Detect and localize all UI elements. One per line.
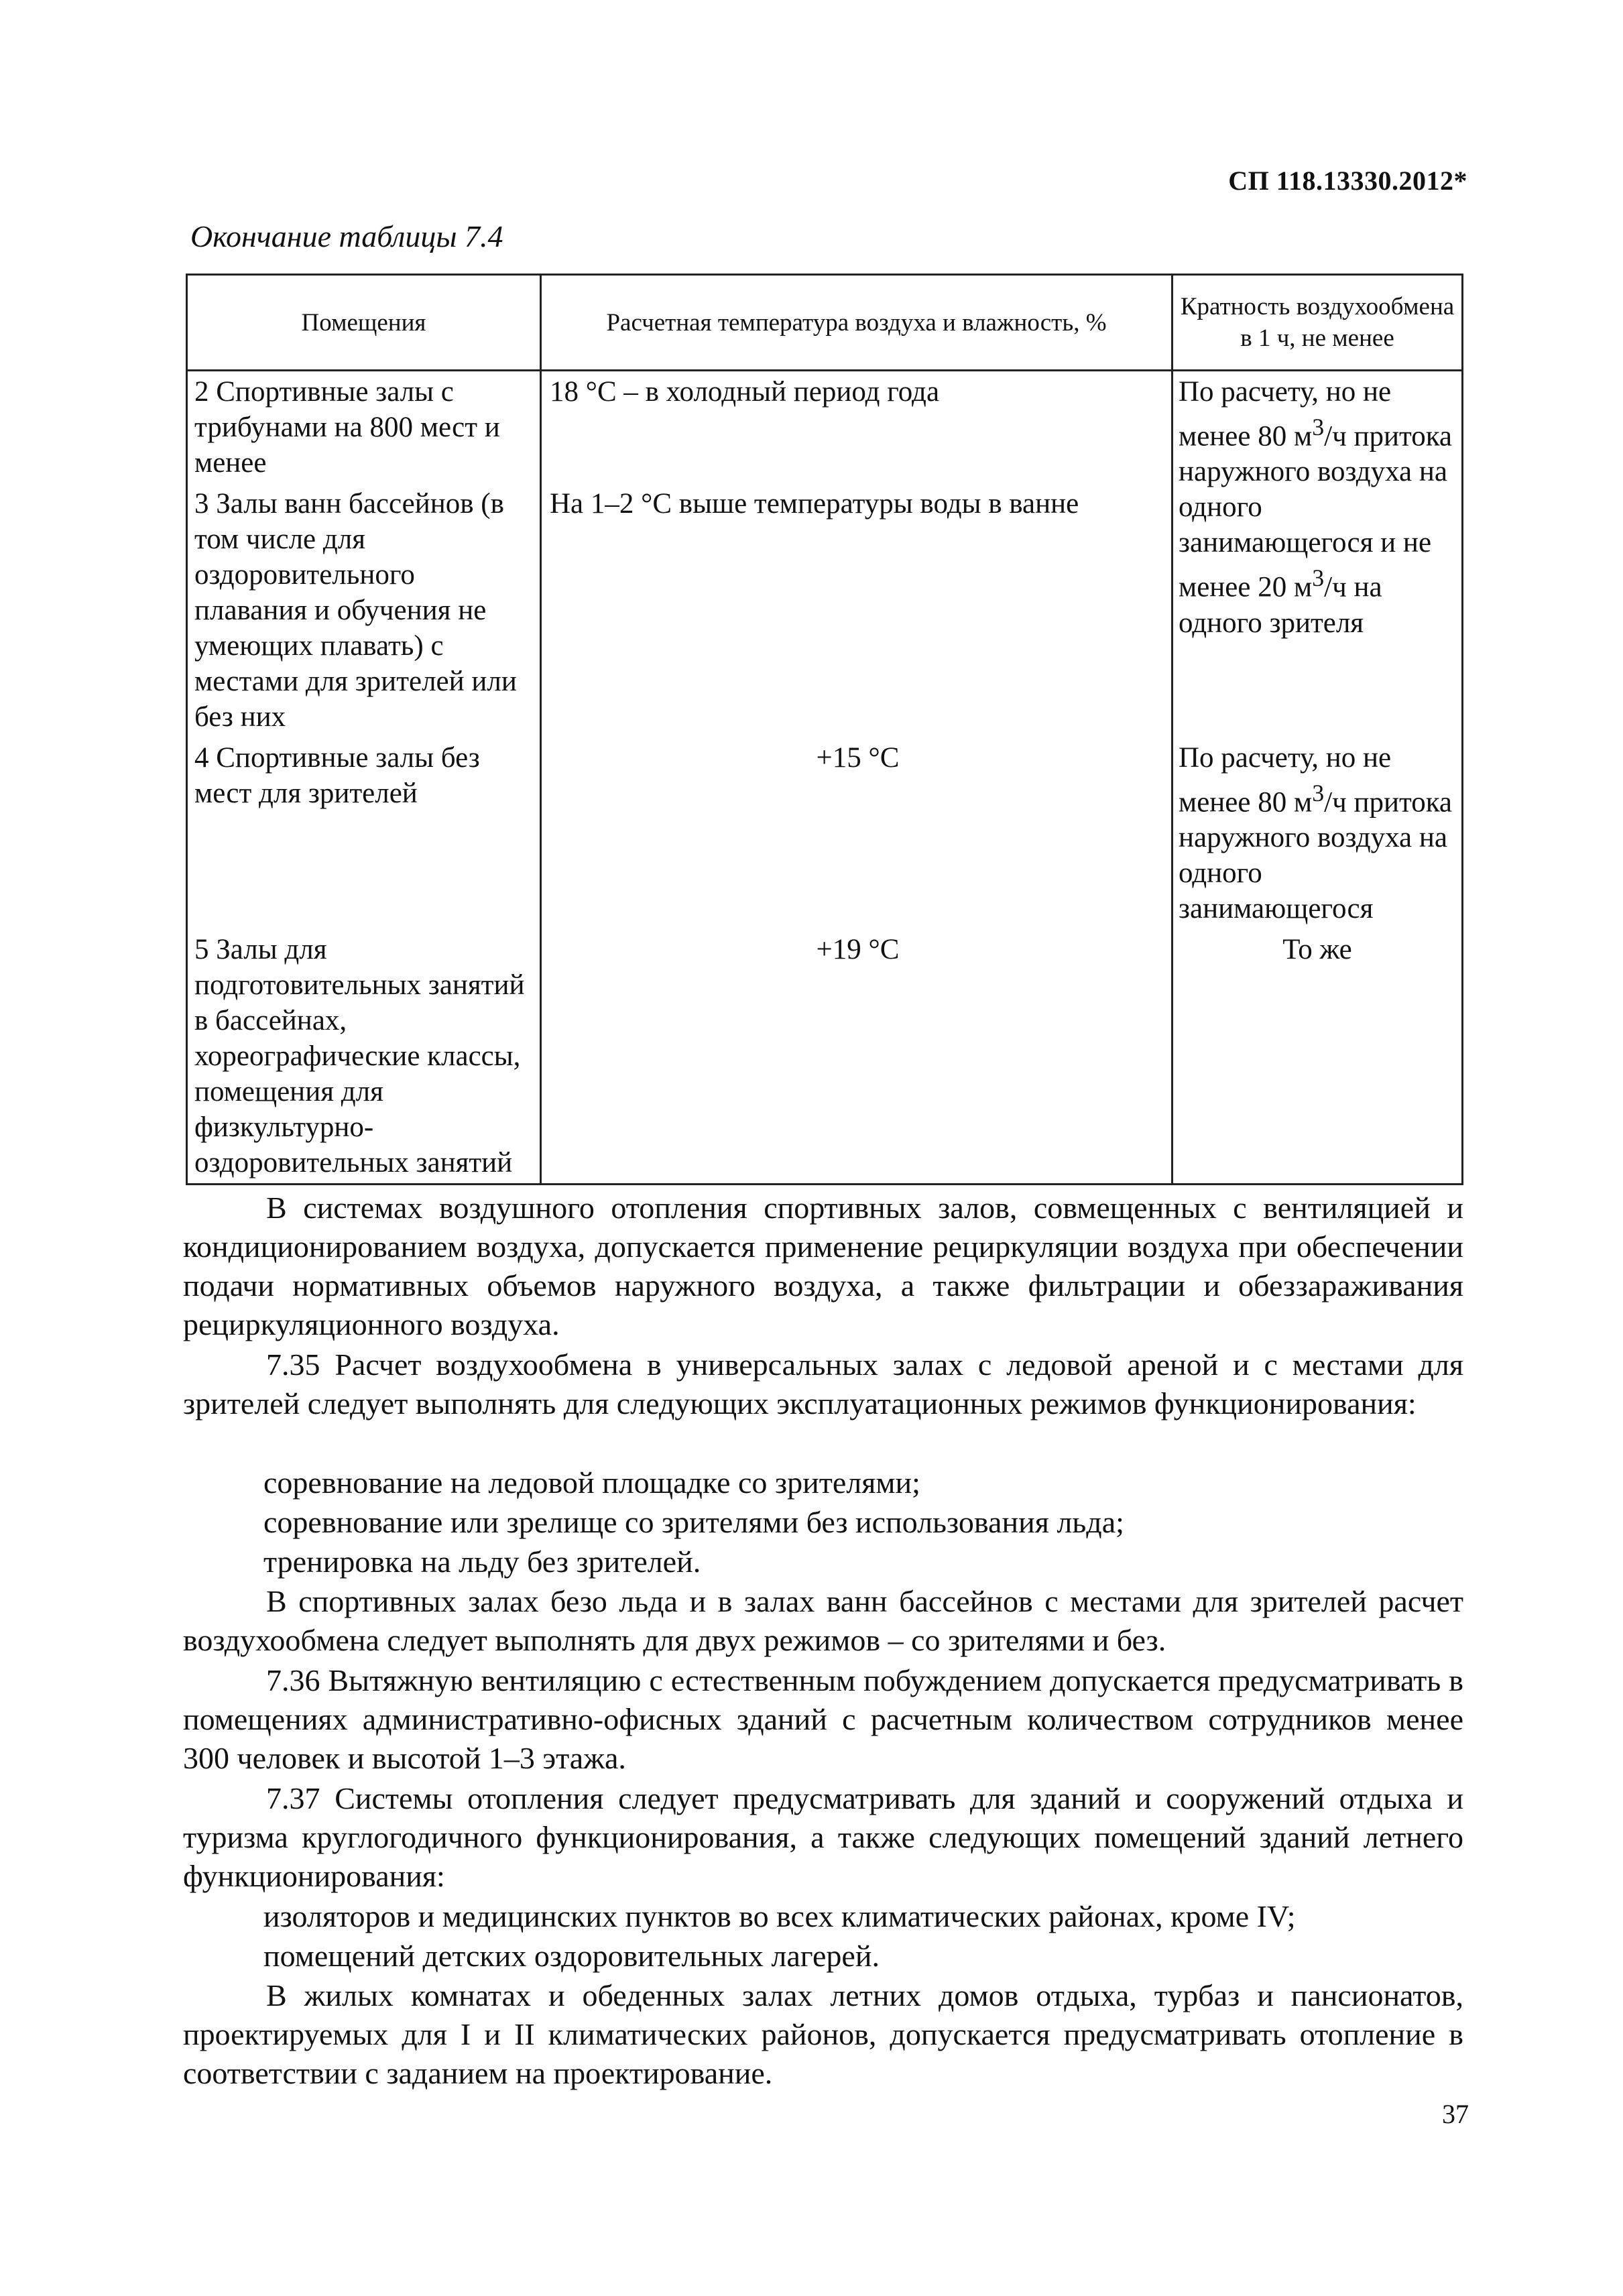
paragraph: В жилых комнатах и обеденных залах летних домов отдыха, турбаз и пансионатов, проектируемых для I и II климатических районов, допускается предусматривать отопление в соответствии с заданием на проектирование.	[183, 1978, 1463, 2090]
temperature-cell: На 1–2 °С выше температуры воды в ванне	[541, 483, 1173, 737]
paragraph: В системах воздушного отопления спортивных залов, совмещенных с вентиляцией и кондиционированием воздуха, допускается применение рециркуляции воздуха при обеспечении подачи нормативных объемов наружного воздуха, а также фильтрации и обеззараживания рециркуляционного воздуха.	[183, 1191, 1463, 1341]
temperature-cell: 18 °С – в холодный период года	[541, 371, 1173, 484]
paragraph: 7.35 Расчет воздухообмена в универсальных залах с ледовой ареной и с местами для зрителей следует выполнять для следующих эксплуатационных режимов функционирования:	[183, 1347, 1463, 1421]
air-exchange-cell: То же	[1173, 929, 1463, 1185]
air-exchange-cell	[1173, 737, 1463, 929]
table-caption: Окончание таблицы 7.4	[190, 219, 503, 253]
table-row	[187, 929, 1463, 1185]
paragraph: 7.37 Системы отопления следует предусматривать для зданий и сооружений отдыха и туризма круглогодичного функционирования, а также следующих помещений зданий летнего функционирования:	[183, 1781, 1463, 1893]
document-code: СП 118.13330.2012*	[1228, 166, 1467, 196]
superscript: 3	[1312, 414, 1325, 440]
air-exchange-text: /ч притока наружного воздуха на одного занимающегося	[1179, 786, 1453, 925]
room-cell: 3 Залы ванн бассейнов (в том числе для оздоровительного плавания и обучения не умеющих плавать) с местами для зрителей или без них	[187, 483, 541, 737]
column-header-rooms: Помещения	[187, 275, 541, 371]
air-exchange-text: По расчету, но не менее 80 м	[1179, 742, 1392, 819]
air-exchange-text: По расчету, но не менее 80 м	[1179, 376, 1392, 452]
room-cell: 4 Спортивные залы без мест для зрителей	[187, 737, 541, 929]
list-item: соревнование или зрелище со зрителями без использования льда;	[263, 1505, 1124, 1539]
superscript: 3	[1312, 780, 1325, 806]
table-row	[187, 737, 1463, 929]
air-exchange-text: /ч на одного зрителя	[1179, 571, 1382, 639]
norms-table	[186, 274, 1463, 1185]
page-number: 37	[1442, 2099, 1469, 2129]
paragraph: В спортивных залах безо льда и в залах ванн бассейнов с местами для зрителей расчет воздухообмена следует выполнять для двух режимов – со зрителями и без.	[183, 1584, 1463, 1657]
column-header-air-exchange: Кратность воздухообмена в 1 ч, не менее	[1173, 275, 1463, 371]
room-cell: 5 Залы для подготовительных занятий в бассейнах, хореографические классы, помещения для физкультурно-оздоровительных занятий	[187, 929, 541, 1185]
column-header-temperature: Расчетная температура воздуха и влажность, %	[541, 275, 1173, 371]
temperature-cell: +15 °С	[541, 737, 1173, 929]
list-item: помещений детских оздоровительных лагерей.	[263, 1939, 880, 1973]
superscript: 3	[1312, 564, 1325, 592]
table-header-row	[187, 275, 1463, 371]
air-exchange-text: /ч притока наружного воздуха на одного занимающегося и не менее 20 м	[1179, 420, 1453, 603]
list-item: изоляторов и медицинских пунктов во всех климатических районах, кроме IV;	[263, 1899, 1296, 1933]
table-row	[187, 371, 1463, 484]
room-cell: 2 Спортивные залы с трибунами на 800 мест и менее	[187, 371, 541, 484]
air-exchange-cell	[1173, 371, 1463, 738]
list-item: тренировка на льду без зрителей.	[263, 1545, 701, 1579]
temperature-cell: +19 °С	[541, 929, 1173, 1185]
list-item: соревнование на ледовой площадке со зрителями;	[263, 1465, 920, 1500]
paragraph: 7.36 Вытяжную вентиляцию с естественным побуждением допускается предусматривать в помещениях административно-офисных зданий с расчетным количеством сотрудников менее 300 человек и высотой 1–3 этажа.	[183, 1663, 1463, 1775]
